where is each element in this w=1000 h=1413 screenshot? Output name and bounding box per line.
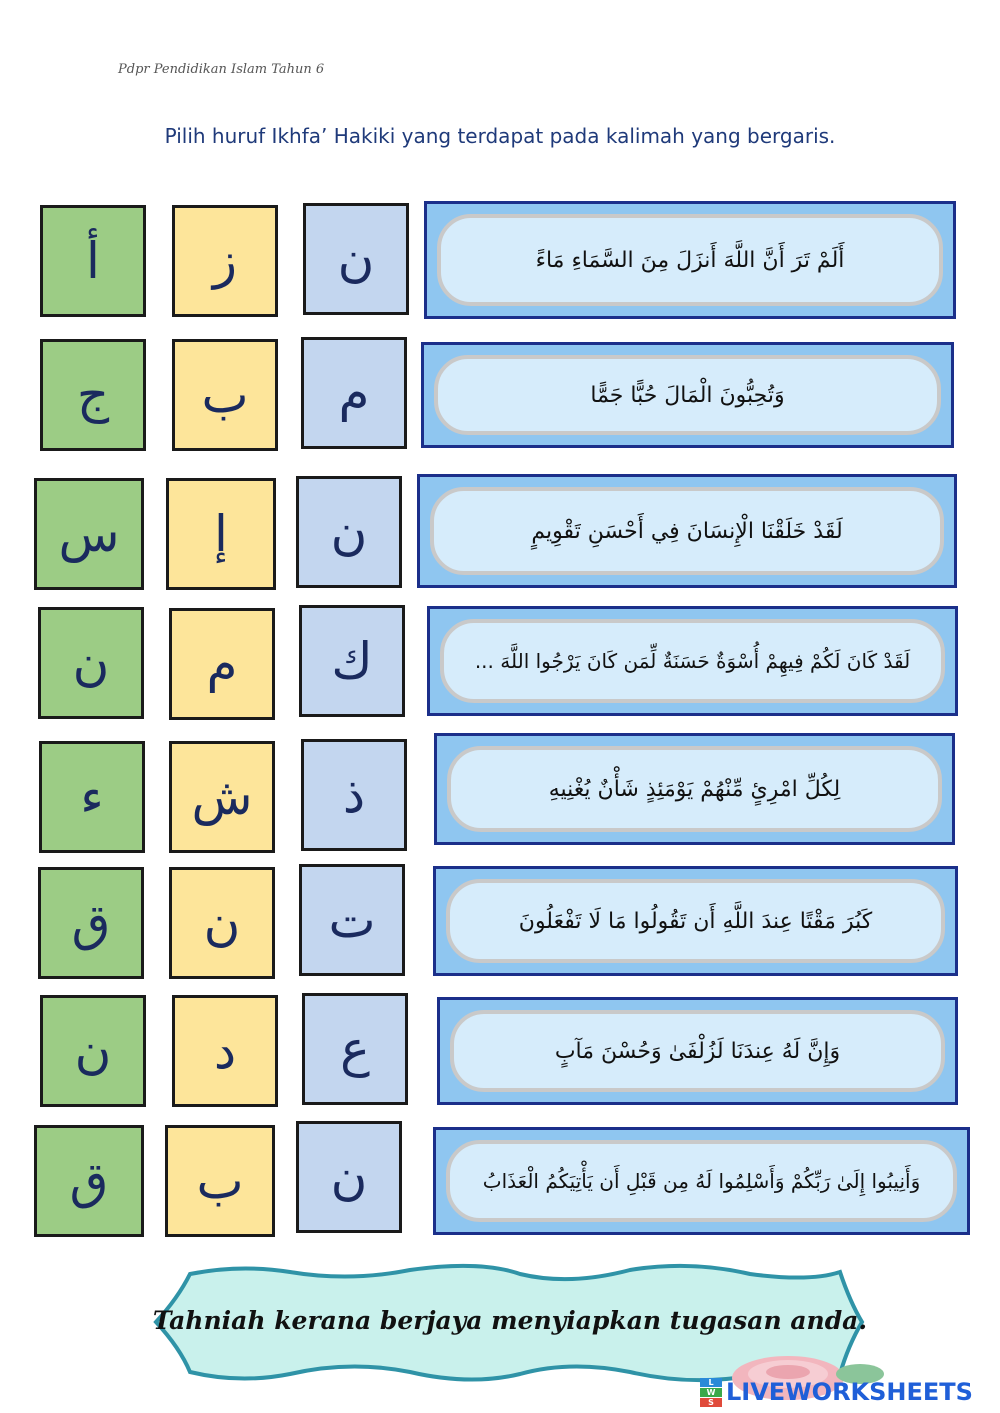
question-row-4 xyxy=(0,605,1000,725)
option-tile[interactable]: ز xyxy=(172,205,278,317)
option-tile[interactable]: ب xyxy=(172,339,278,451)
option-tile[interactable]: ن xyxy=(296,476,402,588)
verse-text: لِكُلِّ امْرِئٍ مِّنْهُمْ يَوْمَئِذٍ شَأْنٌ يُغْنِيهِ xyxy=(447,746,942,832)
verse-text: وَأَنِيبُوا إِلَىٰ رَبِّكُمْ وَأَسْلِمُوا لَهُ مِن قَبْلِ أَن يَأْتِيَكُمُ الْعَذَابُ xyxy=(446,1140,957,1222)
question-row-2 xyxy=(0,337,1000,457)
option-tile[interactable]: م xyxy=(169,608,275,720)
question-row-1 xyxy=(0,203,1000,323)
option-tile[interactable]: إ xyxy=(166,478,276,590)
question-row-5 xyxy=(0,739,1000,859)
verse-box xyxy=(434,733,955,845)
option-tile[interactable]: ج xyxy=(40,339,146,451)
option-tile[interactable]: د xyxy=(172,995,278,1107)
option-tile[interactable]: ب xyxy=(165,1125,275,1237)
option-tile[interactable]: ن xyxy=(296,1121,402,1233)
option-tile[interactable]: ن xyxy=(169,867,275,979)
option-tile[interactable]: ك xyxy=(299,605,405,717)
brand-name: LIVEWORKSHEETS xyxy=(726,1378,973,1406)
instruction-text: Pilih huruf Ikhfa’ Hakiki yang terdapat pada kalimah yang bergaris. xyxy=(164,124,836,148)
liveworksheets-brand[interactable] xyxy=(700,1378,973,1406)
header-note: Pdpr Pendidikan Islam Tahun 6 xyxy=(118,62,325,77)
verse-box xyxy=(417,474,957,588)
verse-box xyxy=(424,201,956,319)
question-row-7 xyxy=(0,993,1000,1113)
option-tile[interactable]: ق xyxy=(34,1125,144,1237)
question-row-6 xyxy=(0,864,1000,984)
option-tile[interactable]: ن xyxy=(40,995,146,1107)
verse-box xyxy=(433,1127,970,1235)
verse-text: لَقَدْ كَانَ لَكُمْ فِيهِمْ أُسْوَةٌ حَسَنَةٌ لِّمَن كَانَ يَرْجُوا اللَّهَ ... xyxy=(440,619,945,703)
option-tile[interactable]: ن xyxy=(303,203,409,315)
verse-text: وَإِنَّ لَهُ عِندَنَا لَزُلْفَىٰ وَحُسْنَ مَآبٍ xyxy=(450,1010,945,1092)
option-tile[interactable]: ش xyxy=(169,741,275,853)
option-tile[interactable]: ء xyxy=(39,741,145,853)
verse-text: أَلَمْ تَرَ أَنَّ اللَّهَ أَنزَلَ مِنَ السَّمَاءِ مَاءً xyxy=(437,214,943,306)
liveworksheets-logo-icon: L W S xyxy=(700,1378,722,1406)
option-tile[interactable]: ق xyxy=(38,867,144,979)
option-tile[interactable]: م xyxy=(301,337,407,449)
verse-box xyxy=(427,606,958,716)
option-tile[interactable]: ت xyxy=(299,864,405,976)
verse-text: وَتُحِبُّونَ الْمَالَ حُبًّا جَمًّا xyxy=(434,355,941,435)
option-tile[interactable]: س xyxy=(34,478,144,590)
option-tile[interactable]: ع xyxy=(302,993,408,1105)
option-tile[interactable]: ن xyxy=(38,607,144,719)
verse-box xyxy=(437,997,958,1105)
option-tile[interactable]: أ xyxy=(40,205,146,317)
question-row-8 xyxy=(0,1124,1000,1244)
option-tile[interactable]: ذ xyxy=(301,739,407,851)
verse-box xyxy=(421,342,954,448)
banner-text: Tahniah kerana berjaya menyiapkan tugasan anda. xyxy=(152,1306,868,1335)
verse-text: لَقَدْ خَلَقْنَا الْإِنسَانَ فِي أَحْسَنِ تَقْوِيمٍ xyxy=(430,487,944,575)
question-row-3 xyxy=(0,476,1000,596)
verse-text: كَبُرَ مَقْتًا عِندَ اللَّهِ أَن تَقُولُوا مَا لَا تَفْعَلُونَ xyxy=(446,879,945,963)
verse-box xyxy=(433,866,958,976)
